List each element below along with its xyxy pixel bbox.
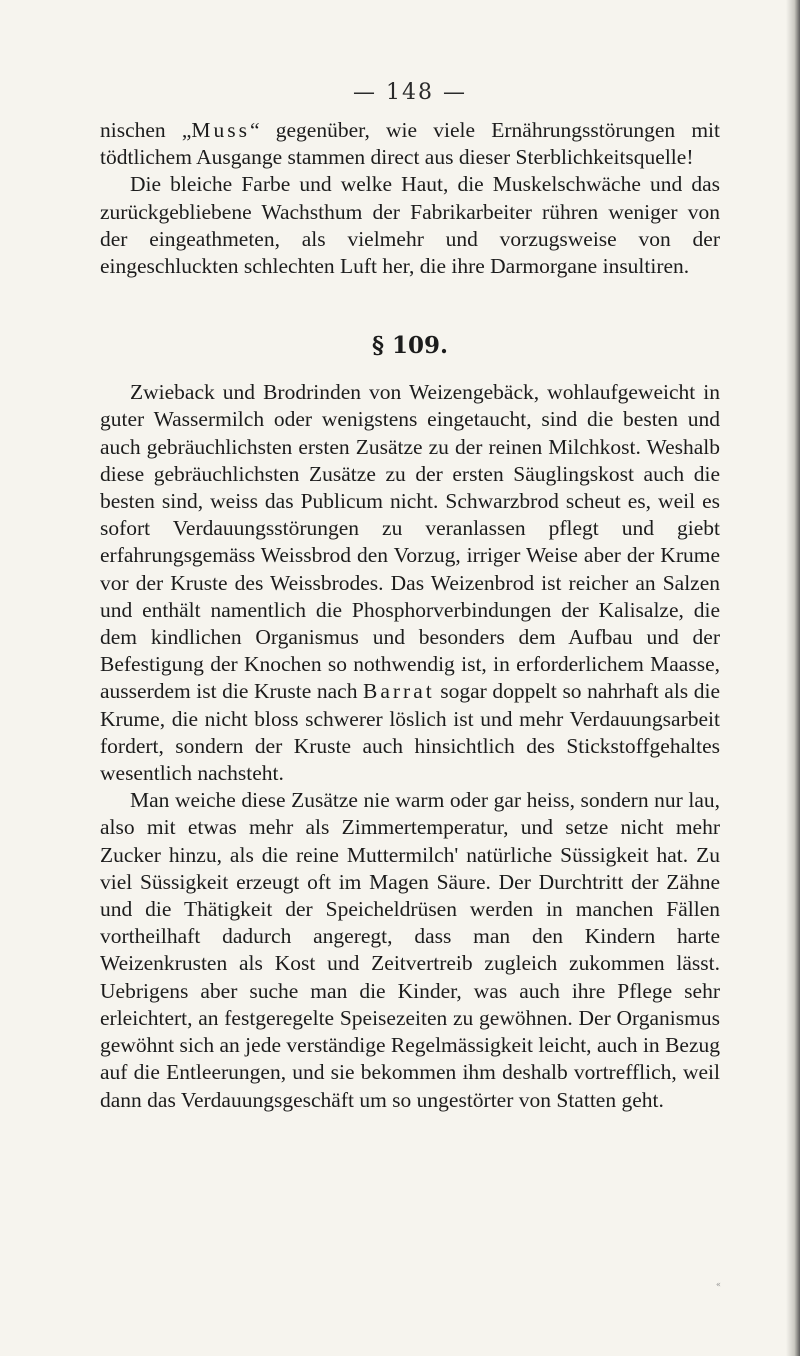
paragraph-1-text-a: nischen „ [100, 118, 192, 142]
paragraph-1-text-b: “ gegenüber, wie viele Ernährungsstörungen mit tödtlichem Ausgange stammen direct aus dieser Sterblichkeitsquelle! [100, 118, 721, 170]
paragraph-4: Man weiche diese Zusätze nie warm oder gar heiss, sondern nur lau, also mit etwas mehr als Zimmertemperatur, und setze nicht mehr Zucker hinzu, als die reine Muttermilch' natürliche Süssigkeit hat. Zu viel Süssigkeit erzeugt oft im Magen Säure. Der Durchtritt der Zähne und die Thätigkeit der Speicheldrüsen werden in manchen Fällen vortheilhaft dadurch angeregt, dass man den Kindern harte Weizenkrusten als Kost und Zeitvertreib zugleich zukommen lässt. Uebrigens aber suche man die Kinder, was auch ihre Pflege sehr erleichtert, an festgeregelte Speisezeiten zu gewöhnen. Der Organismus gewöhnt sich an jede verständige Regelmässigkeit leicht, auch in Bezug auf die Entleerungen, und sie bekommen ihm deshalb vortrefflich, weil dann das Verdauungsgeschäft um so ungestörter von Statten geht. [100, 788, 720, 1112]
paragraph-3-text-a: Zwieback und Brodrinden von Weizengebäck, wohlaufgeweicht in guter Wassermilch oder wenigstens eingetaucht, sind die besten und auch gebräuchlichsten ersten Zusätze zu der reinen Milchkost. Weshalb diese gebräuchlichsten Zusätze zu der ersten Säuglingskost auch die besten sind, weiss das Publicum nicht. Schwarzbrod scheut es, weil es sofort Verdauungsstörungen zu veranlassen pflegt und giebt erfahrungsgemäss Weissbrod den Vorzug, irriger Weise aber der Krume vor der Kruste des Weissbrodes. Das Weizenbrod ist reicher an Salzen und enthält namentlich die Phosphorverbindungen der Kalisalze, die dem kindlichen Organismus und besonders dem Aufbau und der Befestigung der Knochen so nothwendig ist, in erforderlichem Maasse, ausserdem ist die Kruste nach [100, 380, 720, 704]
paragraph-3-text-b: sogar doppelt so nahrhaft als die Krume, die nicht bloss schwerer löslich ist und mehr Verdauungsarbeit fordert, sondern der Kruste auch hinsichtlich des Stickstoffgehaltes wesentlich nachsteht. [100, 679, 720, 786]
section-heading: § 109. [371, 332, 449, 360]
paragraph-3 [100, 379, 720, 787]
paragraph-1-emphasis: Muss [191, 118, 251, 142]
paragraph-2: Die bleiche Farbe und welke Haut, die Muskelschwäche und das zurückgebliebene Wachsthum der Fabrikarbeiter rühren weniger von der eingeathmeten, als vielmehr und vorzugsweise von der eingeschluckten schlechten Luft her, die ihre Darmorgane insultiren. [100, 172, 720, 279]
footer-mark: « [716, 1280, 721, 1289]
paragraph-continued [100, 117, 720, 171]
book-page [100, 80, 720, 1114]
page-number-header: — 148 — [353, 80, 467, 105]
page-edge-shadow [786, 0, 800, 1356]
paragraph-3-emphasis-name: Barrat [363, 679, 435, 704]
